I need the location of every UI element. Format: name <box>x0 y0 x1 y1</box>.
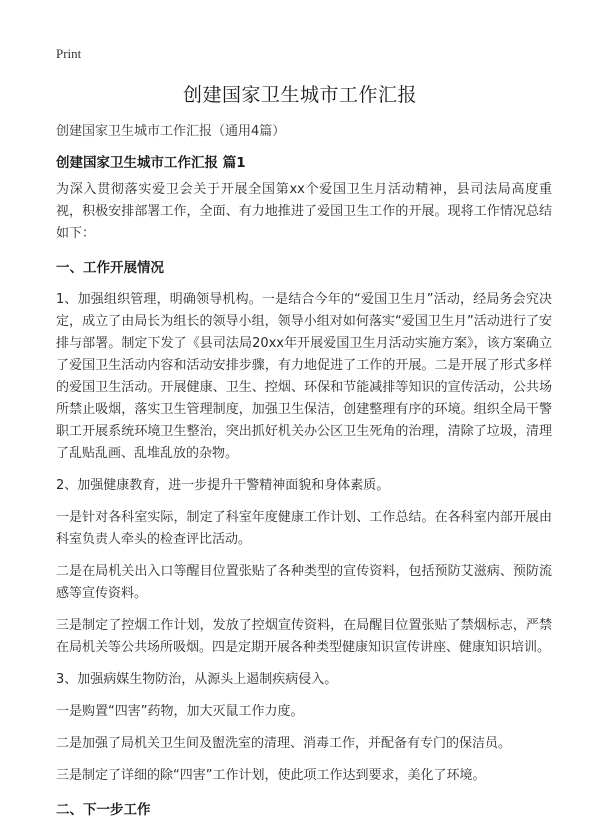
paragraph-restroom-cleaning: 二是加强了局机关卫生间及盥洗室的清理、消毒工作，并配备有专门的保洁员。 <box>56 736 512 751</box>
paragraph-health-plan: 一是针对各科室实际，制定了科室年度健康工作计划、工作总结。在各科室内部开展由科室负责人牵头的检查评比活动。 <box>56 510 552 547</box>
paragraph-four-pests-plan: 三是制定了详细的除“四害”工作计划，使此项工作达到要求，美化了环境。 <box>56 768 486 783</box>
print-label[interactable]: Print <box>56 46 82 61</box>
paragraph-health-education: 2、加强健康教育，进一步提升干警精神面貌和身体素质。 <box>56 478 390 493</box>
paragraph-rodent-control: 一是购置“四害”药物，加大灭鼠工作力度。 <box>56 704 304 719</box>
document-title: 创建国家卫生城市工作汇报 <box>182 84 417 106</box>
heading-work-progress: 一、工作开展情况 <box>56 260 164 276</box>
document-body <box>56 179 552 831</box>
paragraph-tobacco-control: 三是制定了控烟工作计划，发放了控烟宣传资料，在局醒目位置张贴了禁烟标志，严禁在局机关等公共场所吸烟。四是定期开展各种类型健康知识宣传讲座、健康知识培训。 <box>56 618 552 655</box>
paragraph-posters: 二是在局机关出入口等醒目位置张贴了各种类型的宣传资料，包括预防艾滋病、预防流感等宣传资料。 <box>56 564 552 601</box>
document-subtitle: 创建国家卫生城市工作汇报（通用4篇） <box>56 124 286 139</box>
heading-next-steps: 二、下一步工作 <box>56 802 151 818</box>
paragraph-vector-control: 3、加强病媒生物防治，从源头上遏制疾病侵入。 <box>56 672 338 687</box>
section-heading: 创建国家卫生城市工作汇报 篇1 <box>56 155 246 171</box>
intro-paragraph: 为深入贯彻落实爱卫会关于开展全国第xx个爱国卫生月活动精神，县司法局高度重视，积极安排部署工作，全面、有力地推进了爱国卫生工作的开展。现将工作情况总结如下： <box>56 182 552 241</box>
paragraph-organization: 1、加强组织管理，明确领导机构。一是结合今年的“爱国卫生月”活动，经局务会究决定，成立了由局长为组长的领导小组，领导小组对如何落实“爱国卫生月”活动进行了安排与部署。制定下发了《县司法局20xx年开展爱国卫生月活动实施方案》，该方案确立了爱国卫生活动内容和活动安排步骤，有力地促进了工作的开展。二是开展了形式多样的爱国卫生活动。开展健康、卫生、控烟、环保和节能减排等知识的宣传活动，公共场所禁止吸烟，落实卫生管理制度，加强卫生保洁，创建整理有序的环境。组织全局干警职工开展系统环境卫生整治，突出抓好机关办公区卫生死角的治理，清除了垃圾，清理了乱贴乱画、乱堆乱放的杂物。 <box>56 292 552 461</box>
